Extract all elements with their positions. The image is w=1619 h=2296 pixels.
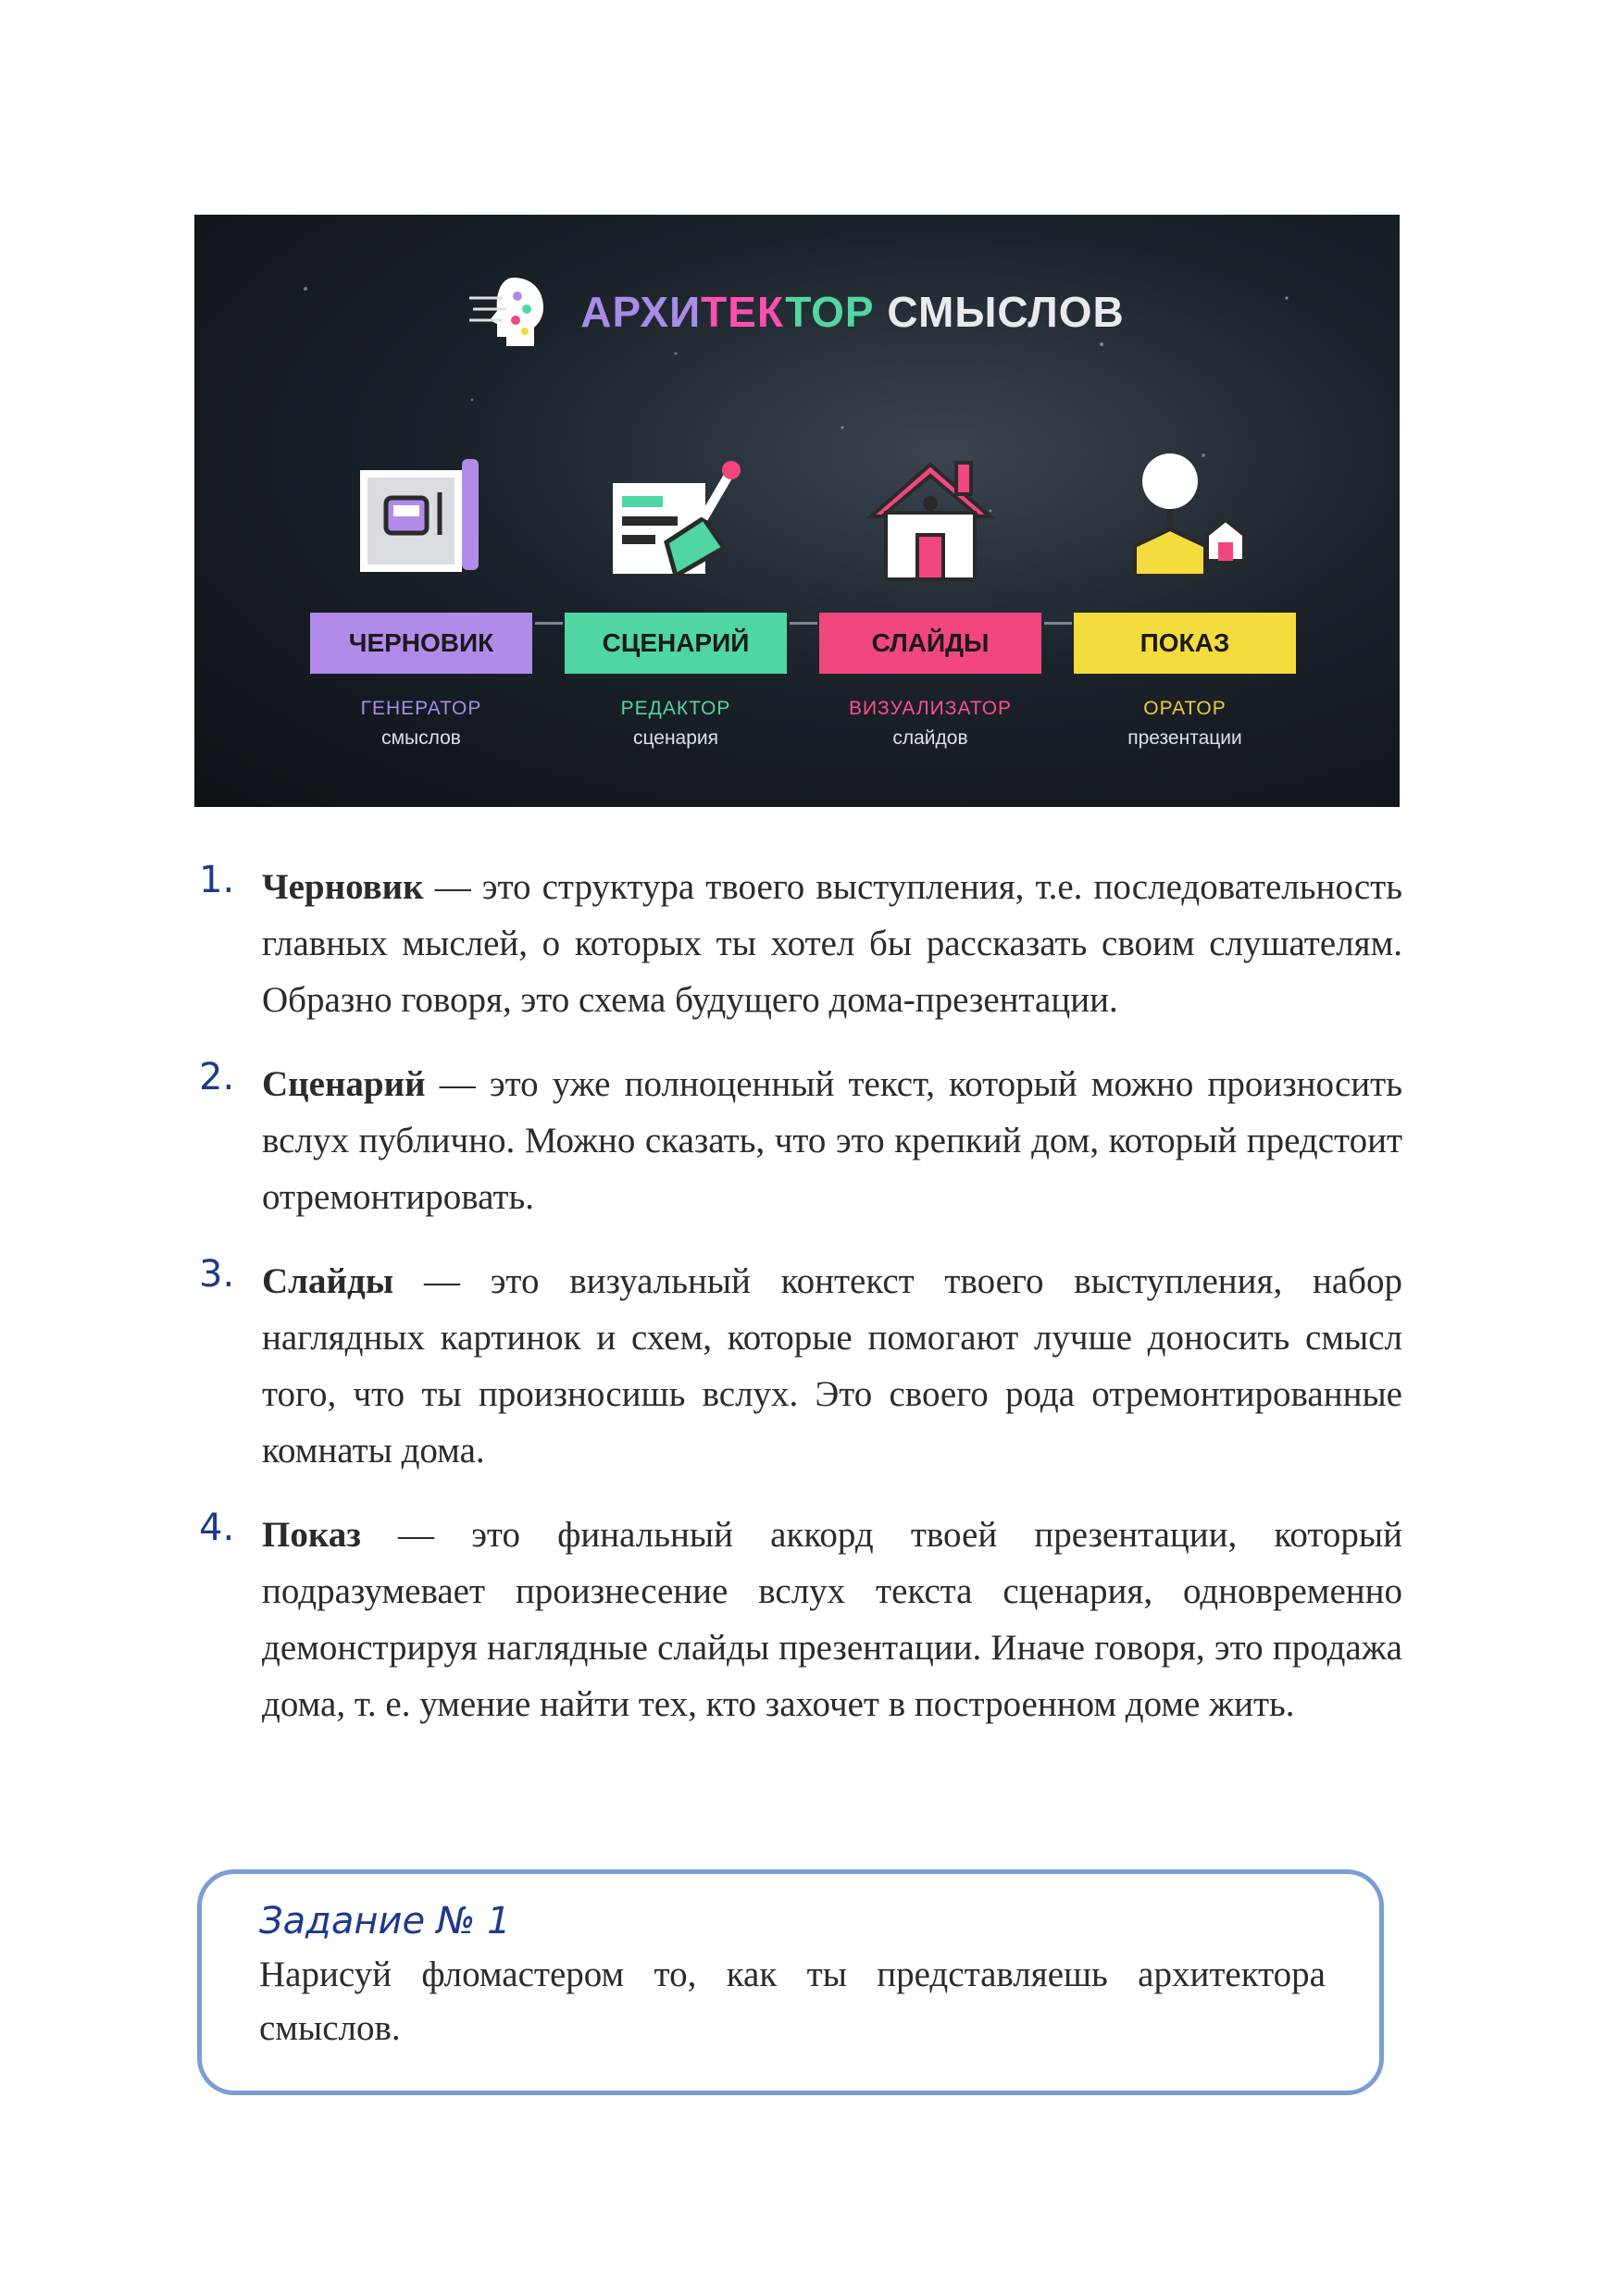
item-term: Показ bbox=[262, 1515, 361, 1555]
stage-connector bbox=[790, 622, 817, 625]
list-item bbox=[190, 1507, 1402, 1732]
banner-title-part2: ТЕК bbox=[701, 288, 786, 336]
stage-script-caption1: РЕДАКТОР bbox=[620, 698, 731, 719]
item-number: 1. bbox=[199, 859, 235, 901]
item-description: — это финальный аккорд твоей презентации, который подразумевает произнесение вслух текста сценария, одновременно демонстрируя наглядные слайды презентации. Иначе говоря, это продажа дома, т. е. умение найти тех, кто захочет в построенном доме жить. bbox=[262, 1515, 1402, 1724]
stage-show-caption2: презентации bbox=[1127, 727, 1242, 749]
stage-slides-caption1: ВИЗУАЛИЗАТОР bbox=[848, 698, 1013, 719]
task-title: Задание № 1 bbox=[259, 1900, 511, 1942]
brain-head-icon bbox=[469, 270, 553, 354]
banner-title bbox=[580, 287, 1124, 337]
item-number: 3. bbox=[199, 1253, 235, 1296]
stage-draft-caption2: смыслов bbox=[381, 727, 461, 749]
item-description: — это структура твоего выступления, т.е. последовательность главных мыслей, о которых ты хотел бы рассказать своим слушателям. Образно говоря, это схема будущего дома-презентации. bbox=[262, 867, 1402, 1020]
trowel-icon bbox=[602, 446, 750, 594]
stage-script-label: СЦЕНАРИЙ bbox=[565, 613, 787, 674]
list-item bbox=[190, 1253, 1402, 1479]
architect-banner bbox=[194, 215, 1400, 807]
list-item bbox=[190, 859, 1402, 1028]
blueprint-icon bbox=[347, 446, 495, 594]
banner-header bbox=[194, 270, 1400, 354]
list-item bbox=[190, 1056, 1402, 1225]
stage-slides-label: СЛАЙДЫ bbox=[819, 613, 1041, 674]
stage-script bbox=[565, 446, 787, 750]
item-text bbox=[262, 1056, 1402, 1225]
stage-script-caption2: сценария bbox=[632, 727, 719, 749]
item-number: 4. bbox=[199, 1507, 235, 1549]
stage-slides bbox=[819, 446, 1041, 750]
stage-show-label: ПОКАЗ bbox=[1074, 613, 1296, 674]
item-number: 2. bbox=[199, 1056, 235, 1098]
stages-description-list bbox=[190, 859, 1402, 1760]
item-description: — это визуальный контекст твоего выступления, набор наглядных картинок и схем, которые помогают лучше доносить смысл того, что ты произносишь вслух. Это своего рода отремонтированные комнаты дома. bbox=[262, 1261, 1402, 1471]
banner-title-part4: СМЫСЛОВ bbox=[874, 288, 1125, 336]
stage-connector bbox=[535, 622, 563, 625]
stage-slides-caption2: слайдов bbox=[892, 727, 968, 749]
item-text bbox=[262, 1253, 1402, 1479]
stage-draft bbox=[310, 446, 532, 750]
item-text bbox=[262, 1507, 1402, 1732]
item-term: Черновик bbox=[262, 867, 424, 907]
banner-title-part3: ТОР bbox=[785, 288, 875, 336]
item-text bbox=[262, 859, 1402, 1028]
stage-draft-label: ЧЕРНОВИК bbox=[310, 613, 532, 674]
item-description: — это уже полноценный текст, который можно произносить вслух публично. Можно сказать, что это крепкий дом, который предстоит отремонтировать. bbox=[262, 1064, 1402, 1217]
task-text: Нарисуй фломастером то, как ты представляешь архитектора смыслов. bbox=[259, 1955, 1326, 2048]
stage-show-caption1: ОРАТОР bbox=[1143, 698, 1227, 719]
speaker-icon bbox=[1111, 446, 1259, 594]
banner-title-part1: АРХИ bbox=[580, 288, 702, 336]
house-icon bbox=[856, 446, 1004, 594]
item-term: Слайды bbox=[262, 1261, 394, 1301]
stage-connector bbox=[1044, 622, 1072, 625]
task-box bbox=[197, 1869, 1384, 2095]
stage-show bbox=[1074, 446, 1296, 750]
stage-draft-caption1: ГЕНЕРАТОР bbox=[360, 698, 482, 719]
item-term: Сценарий bbox=[262, 1064, 426, 1104]
